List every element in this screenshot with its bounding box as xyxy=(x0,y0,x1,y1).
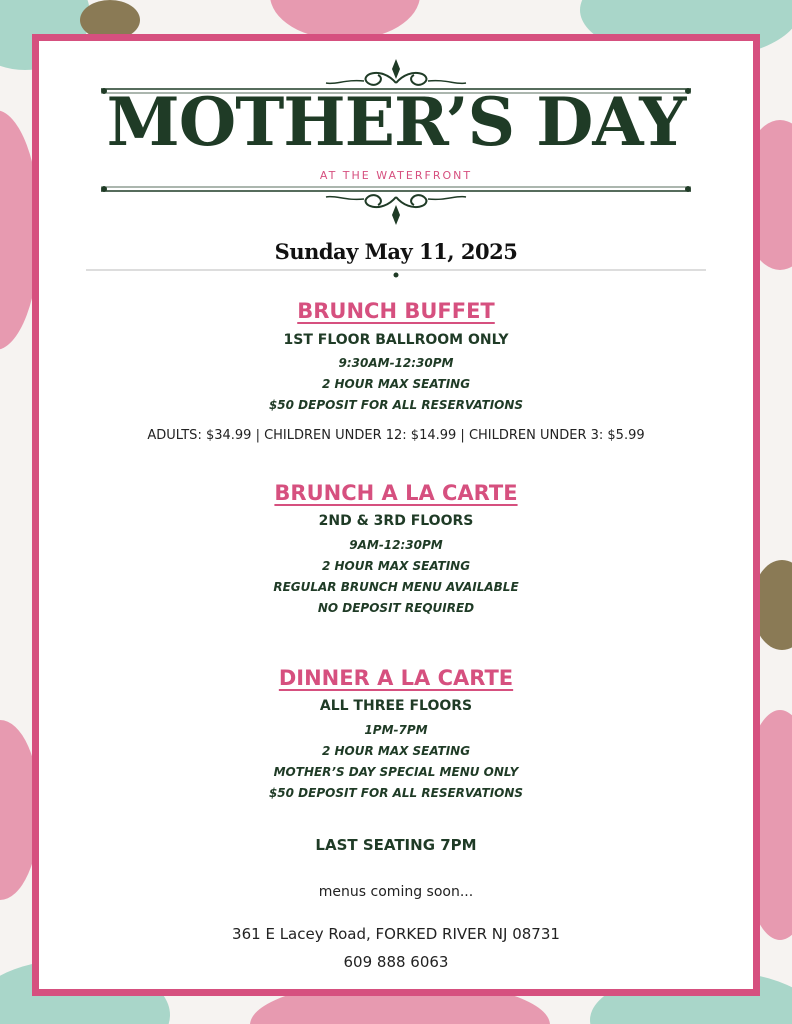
section-detail: NO DEPOSIT REQUIRED xyxy=(317,601,475,615)
event-date: Sunday May 11, 2025 xyxy=(274,239,518,264)
section-title-dinner-a-la-carte: DINNER A LA CARTE xyxy=(278,666,514,690)
page-title: MOTHER’S DAY xyxy=(106,83,686,161)
section-detail: 2 HOUR MAX SEATING xyxy=(321,559,471,573)
section-detail: $50 DEPOSIT FOR ALL RESERVATIONS xyxy=(268,398,524,412)
last-seating: LAST SEATING 7PM xyxy=(315,836,477,854)
section-detail: 9:30AM-12:30PM xyxy=(338,356,454,370)
flourish-bottom-icon xyxy=(96,181,696,231)
section-subtitle: ALL THREE FLOORS xyxy=(319,698,473,714)
page-subtitle: AT THE WATERFRONT xyxy=(319,169,473,182)
divider-ornament-icon xyxy=(86,267,706,279)
menus-note: menus coming soon... xyxy=(318,884,474,900)
price-list: ADULTS: $34.99 | CHILDREN UNDER 12: $14.99 | CHILDREN UNDER 3: $5.99 xyxy=(147,428,645,443)
section-title-brunch-buffet: BRUNCH BUFFET xyxy=(297,299,495,323)
poster-frame xyxy=(32,34,760,996)
section-title-brunch-a-la-carte: BRUNCH A LA CARTE xyxy=(274,481,518,505)
section-detail: 2 HOUR MAX SEATING xyxy=(321,744,471,758)
section-detail: $50 DEPOSIT FOR ALL RESERVATIONS xyxy=(268,786,524,800)
section-detail: 1PM-7PM xyxy=(364,723,428,737)
address: 361 E Lacey Road, FORKED RIVER NJ 08731 xyxy=(232,925,560,943)
section-detail: 2 HOUR MAX SEATING xyxy=(321,377,471,391)
section-subtitle: 2ND & 3RD FLOORS xyxy=(318,513,474,529)
section-detail: MOTHER’S DAY SPECIAL MENU ONLY xyxy=(273,765,519,779)
phone-number: 609 888 6063 xyxy=(343,953,449,971)
section-detail: 9AM-12:30PM xyxy=(349,538,443,552)
section-detail: REGULAR BRUNCH MENU AVAILABLE xyxy=(273,580,519,594)
section-subtitle: 1ST FLOOR BALLROOM ONLY xyxy=(283,332,509,348)
